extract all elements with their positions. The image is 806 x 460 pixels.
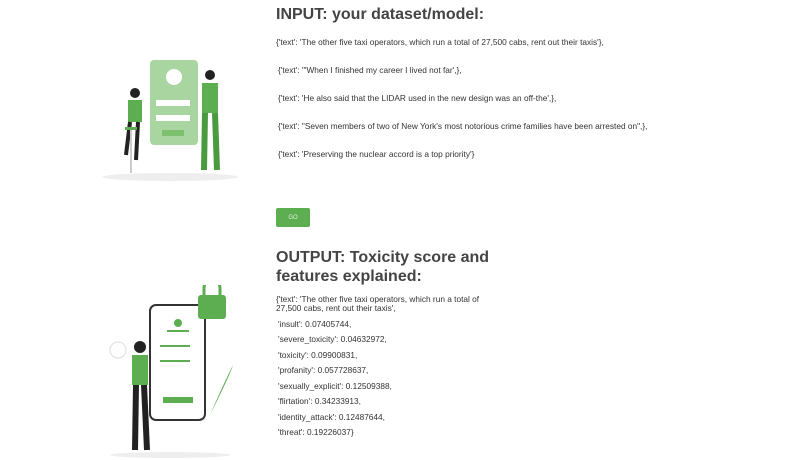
score-identity-attack: 'identity_attack': 0.12487644, xyxy=(278,412,385,422)
go-button[interactable]: GO xyxy=(276,208,310,227)
score-threat: 'threat': 0.19226037} xyxy=(278,427,354,437)
input-line: {'text': '"When I finished my career I lived not far',}, xyxy=(278,65,462,75)
output-text-line: 27,500 cabs, rent out their taxis', xyxy=(276,303,396,313)
input-title: INPUT: your dataset/model: xyxy=(276,6,485,23)
input-line: {'text': 'He also said that the LIDAR used in the new design was an off-the',}, xyxy=(278,93,557,103)
input-line: {'text': "Seven members of two of New York's most notorious crime families have been arrested on",}, xyxy=(278,121,648,131)
score-severe-toxicity: 'severe_toxicity': 0.04632972, xyxy=(278,334,387,344)
login-illustration xyxy=(100,55,240,185)
output-text-line: {'text': 'The other five taxi operators, which run a total of xyxy=(276,294,480,304)
output-title-line: features explained: xyxy=(276,268,422,285)
output-title xyxy=(276,248,489,286)
phone-security-illustration xyxy=(105,285,245,460)
score-insult: 'insult': 0.07405744, xyxy=(278,319,352,329)
score-profanity: 'profanity': 0.057728637, xyxy=(278,365,369,375)
score-toxicity: 'toxicity': 0.09900831, xyxy=(278,350,358,360)
input-line: {'text': 'Preserving the nuclear accord is a top priority'} xyxy=(278,149,475,159)
output-text xyxy=(276,295,479,313)
input-line: {'text': 'The other five taxi operators, which run a total of 27,500 cabs, rent out their taxis'}, xyxy=(276,37,604,47)
output-title-line: OUTPUT: Toxicity score and xyxy=(276,249,490,266)
score-sexually-explicit: 'sexually_explicit': 0.12509388, xyxy=(278,381,392,391)
score-flirtation: 'flirtation': 0.34233913, xyxy=(278,396,361,406)
